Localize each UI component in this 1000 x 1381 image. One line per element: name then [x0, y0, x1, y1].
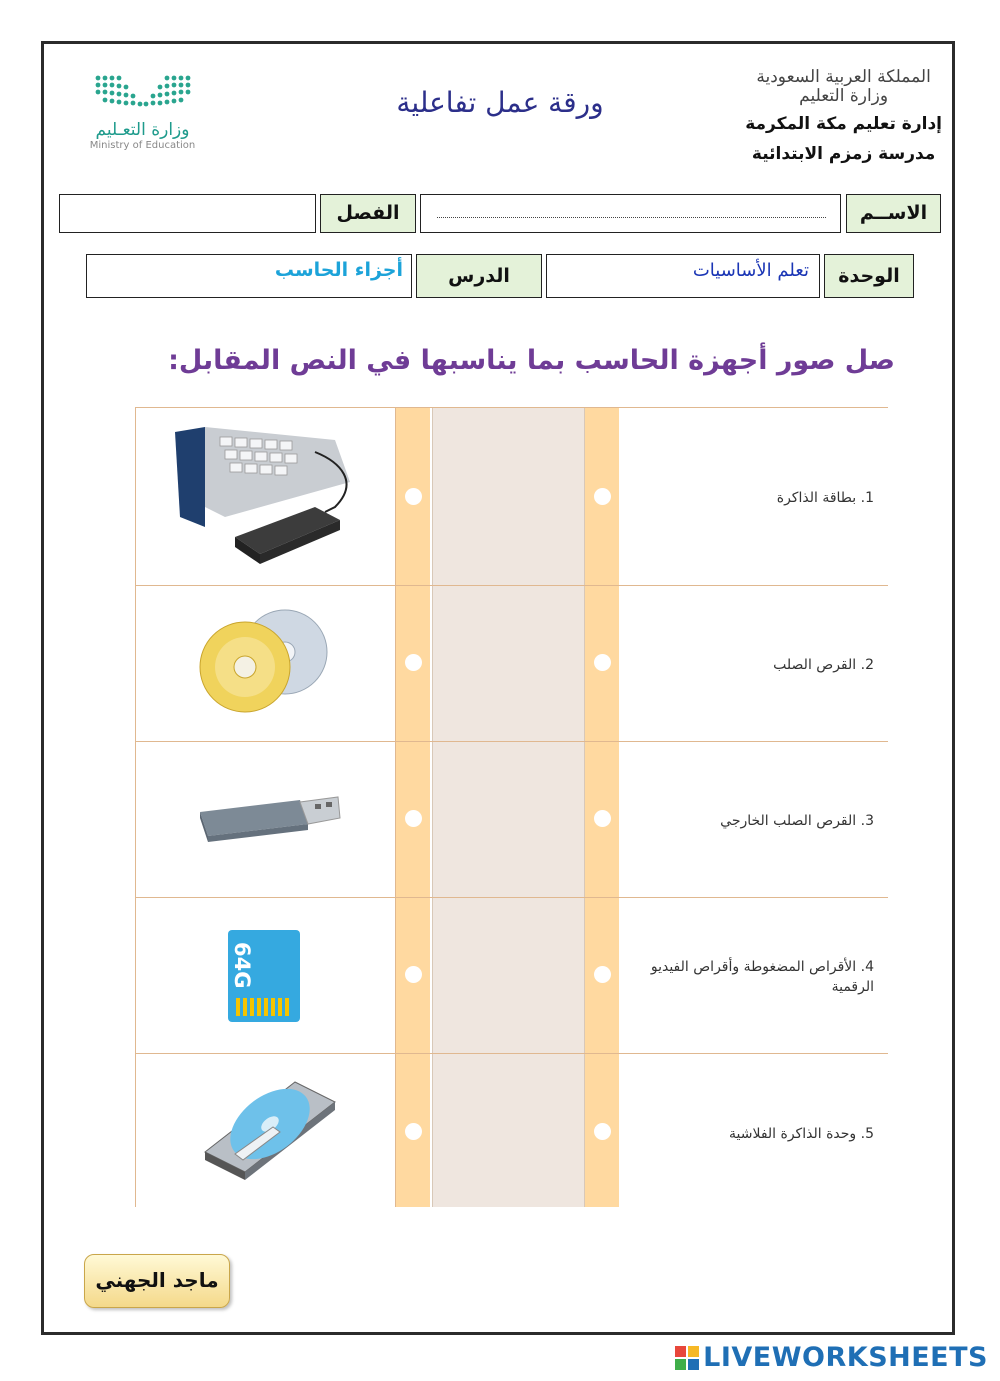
- connector-dot-right-3[interactable]: [594, 810, 611, 827]
- class-label: الفصل: [336, 202, 400, 224]
- name-label: الاســم: [859, 202, 928, 224]
- compact-discs-image: [190, 602, 340, 722]
- liveworksheets-brand: [675, 1342, 988, 1373]
- kingdom-calligraphy: المملكة العربية السعودية: [756, 67, 931, 87]
- middle-column: [432, 407, 585, 1207]
- row-divider: [135, 741, 888, 742]
- connector-dot-left-1[interactable]: [405, 488, 422, 505]
- connector-dot-left-5[interactable]: [405, 1123, 422, 1140]
- memory-card-label: 64G: [230, 942, 254, 989]
- row-divider: [135, 407, 888, 408]
- unit-value: تعلم الأساسيات: [692, 260, 809, 281]
- row-divider: [135, 897, 888, 898]
- memory-card-contacts: [236, 998, 292, 1016]
- instruction-text: صل صور أجهزة الحاسب بما يناسبها في النص المقابل:: [168, 345, 895, 376]
- connector-dot-left-2[interactable]: [405, 654, 422, 671]
- name-dotted-line: [437, 217, 826, 218]
- lesson-label-box: [416, 254, 542, 298]
- connector-dot-right-5[interactable]: [594, 1123, 611, 1140]
- connector-dot-left-4[interactable]: [405, 966, 422, 983]
- class-label-box: [320, 194, 416, 233]
- ministry-calligraphy: وزارة التعليم: [799, 86, 889, 106]
- matching-grid: [135, 407, 888, 1207]
- usb-flash-drive-image: [190, 792, 350, 852]
- ministry-english-name: Ministry of Education: [89, 140, 196, 151]
- page-title: ورقة عمل تفاعلية: [396, 86, 604, 119]
- ministry-arabic-name: وزارة التعـليم: [95, 120, 190, 140]
- connector-dot-left-3[interactable]: [405, 810, 422, 827]
- name-input[interactable]: [420, 194, 841, 233]
- liveworksheets-logo-icon: [675, 1346, 699, 1370]
- hard-disk-image: [195, 1072, 345, 1182]
- unit-label: الوحدة: [838, 265, 900, 287]
- class-input[interactable]: [59, 194, 316, 233]
- left-connector-strip: [396, 407, 430, 1207]
- lesson-value: أجزاء الحاسب: [274, 259, 403, 281]
- right-connector-strip: [585, 407, 619, 1207]
- kingdom-header: [745, 68, 942, 166]
- lesson-value-box: [86, 254, 412, 298]
- department-name: إدارة تعليم مكة المكرمة: [745, 114, 942, 134]
- item-text-2: 2. القرص الصلب: [773, 657, 874, 673]
- external-hard-drive-image: [165, 422, 365, 572]
- liveworksheets-wordmark: LIVEWORKSHEETS: [703, 1342, 988, 1373]
- unit-label-box: [824, 254, 914, 298]
- author-signature: ماجد الجهني: [84, 1254, 230, 1308]
- connector-dot-right-2[interactable]: [594, 654, 611, 671]
- connector-dot-right-1[interactable]: [594, 488, 611, 505]
- item-text-1: 1. بطاقة الذاكرة: [776, 490, 874, 506]
- memory-card-image: [228, 930, 300, 1022]
- unit-value-box: [546, 254, 820, 298]
- school-name: مدرسة زمزم الابتدائية: [751, 144, 936, 164]
- item-text-4: 4. الأقراص المضغوطة وأقراص الفيديو الرقمية: [650, 959, 874, 995]
- name-label-box: [846, 194, 941, 233]
- lesson-label: الدرس: [448, 265, 510, 287]
- connector-dot-right-4[interactable]: [594, 966, 611, 983]
- row-divider: [135, 585, 888, 586]
- item-text-3: 3. القرص الصلب الخارجي: [720, 813, 874, 829]
- row-divider: [135, 1053, 888, 1054]
- item-text-5: 5. وحدة الذاكرة الفلاشية: [729, 1126, 874, 1142]
